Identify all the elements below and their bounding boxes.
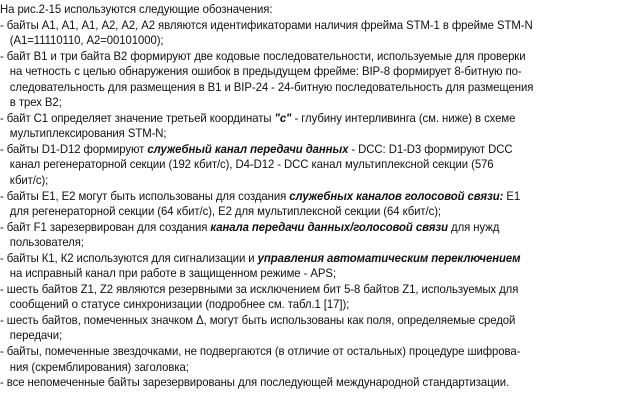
item-line: - байт В1 и три байта В2 формируют две кодовые последовательности, используемые для проверки [0,49,526,63]
item-line: (А1=11110110, А2=00101000); [9,34,164,48]
item-text: для нужд [447,220,500,234]
item-line [0,142,621,158]
item-line: - байты А1, А1, А1, А2, А2, А2 являются идентификаторами наличия фрейма STM-1 в фрейме STM-N [0,18,533,32]
item-line: канал регенераторной секции (192 кбит/с), D4-D12 - DCC канал мультиплексной секции (576 [9,158,494,172]
list-item [0,18,621,49]
item-line [0,220,621,236]
item-line [0,111,621,127]
document-page [0,2,621,391]
list-item [0,49,621,111]
item-line: - шесть байтов, помеченных значком Δ, могут быть использованы как поля, определяемые средой [0,313,516,327]
item-text: Е1 [503,189,521,203]
list-item [0,375,621,391]
item-line: - байты, помеченные звездочками, не подвергаются (в отличие от остальных) процедуре шифрова- [0,345,521,359]
list-item [0,142,621,189]
item-line: в трех В2; [9,96,62,110]
item-line: на исправный канал при работе в защищенном режиме - APS; [9,267,336,281]
item-line: сообщений о статусе синхронизации (подробнее см. табл.1 [17]); [9,298,350,312]
item-text: - байты К1, К2 используются для сигнализации и [0,251,258,265]
item-line [0,251,621,267]
emphasis-text: служебных каналов голосовой связи: [289,189,504,203]
item-line: мультиплексирования STM-N; [9,127,167,141]
list-item [0,220,621,251]
item-line: ния (скремблирования) заголовка; [9,360,189,374]
item-line: следовательность для размещения в В1 и BIP-24 - 24-битную последовательность для размещения [9,80,534,94]
list-item [0,251,621,282]
item-text: - байты D1-D12 формируют [0,142,148,156]
item-line: пользователя; [9,236,84,250]
item-line: - все непомеченные байты зарезервированы для последующей международной стандартизации. [0,376,510,390]
list-item [0,111,621,142]
list-item [0,344,621,375]
list-item [0,313,621,344]
list-item [0,189,621,220]
list-item [0,282,621,313]
item-text: - байт С1 определяет значение третьей координаты [0,111,275,125]
emphasis-text: управления автоматическим переключением [257,251,521,265]
item-text: - глубину интерливинга (см. ниже) в схеме [291,111,516,125]
item-line [0,189,621,205]
item-line: передачи; [9,329,63,343]
emphasis-text: "с" [274,111,292,125]
item-text: - байты Е1, Е2 могут быть использованы для создания [0,189,290,203]
emphasis-text: канала передачи данных/голосовой связи [210,220,448,234]
item-line: - шесть байтов Z1, Z2 являются резервными за исключением бит 5-8 байтов Z1, используемых для [0,282,519,296]
item-line: кбит/с); [9,174,49,188]
intro-text: На рис.2-15 используются следующие обозначения: [0,3,273,16]
item-text: - байт F1 зарезервирован для создания [0,220,211,234]
emphasis-text: служебный канал передачи данных [147,142,349,156]
item-line: для регенераторной секции (64 кбит/с), Е2 для мультиплексной секции (64 кбит/с); [9,205,442,219]
item-line: на четность с целью обнаружения ошибок в предыдущем фрейме: BIP-8 формирует 8-битную по- [9,65,522,79]
item-text: - DCC: D1-D3 формируют DCC [348,142,513,156]
